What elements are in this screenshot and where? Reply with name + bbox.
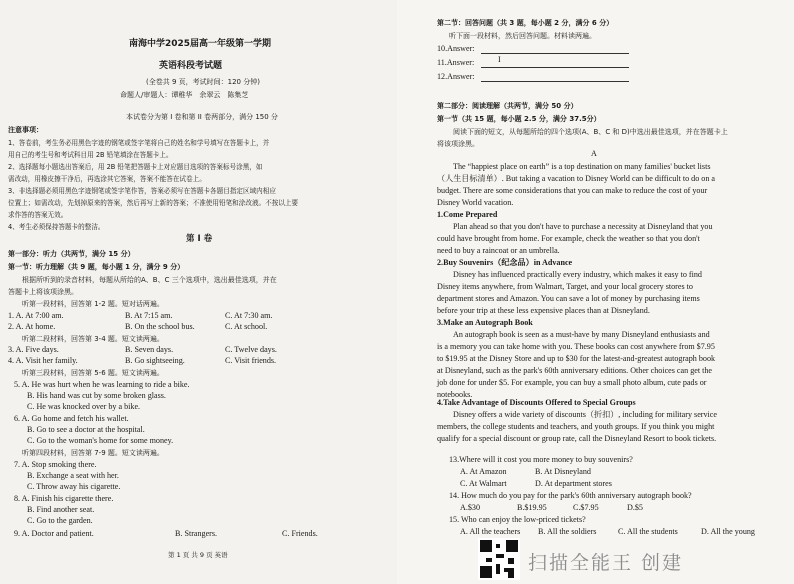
para-2-line: Disney has influenced practically every industry, which makes it easy to find	[453, 270, 702, 279]
q1-a: 1. A. At 7:00 am.	[8, 311, 64, 320]
q1-c: C. At 7:30 am.	[225, 311, 273, 320]
notes-list	[8, 137, 388, 233]
exam-info: (全卷共 9 页，考试时间：120 分钟)	[146, 78, 260, 86]
intro-line: budget. There are some considerations that you can make to reduce the cost of your	[437, 186, 708, 195]
note-line: 1、答卷前，考生务必用黑色字迹的钢笔或签字笔将自己的姓名和学号填写在答题卡上，并	[8, 139, 270, 147]
heading-1: 1.Come Prepared	[437, 210, 498, 219]
q7-a: 7. A. Stop smoking there.	[14, 460, 97, 469]
part2-title: 第二部分：阅读理解（共两节，满分 50 分）	[437, 102, 578, 110]
intro-line: The “happiest place on earth” is a top destination on many families' bucket lists	[453, 162, 711, 171]
section-1-title: 第 I 卷	[186, 234, 213, 244]
para-3-line: notebooks.	[437, 390, 473, 399]
school-title: 南海中学2025届高一年级第一学期	[129, 39, 272, 49]
q3-b: B. Seven days.	[125, 345, 174, 354]
q4-b: B. Go sightseeing.	[125, 356, 185, 365]
q15-opt-d: D. All the young	[701, 527, 755, 536]
q8-c: C. Go to the garden.	[27, 516, 93, 525]
passage-label: A	[591, 149, 597, 158]
q9-b: B. Strangers.	[175, 529, 218, 538]
qr-code-icon	[478, 538, 520, 580]
authors: 命题人/审题人：谭稚华 余翠云 陈集芝	[120, 91, 249, 99]
q7-b: B. Exchange a seat with her.	[27, 471, 119, 480]
notes-heading: 注意事项：	[8, 126, 43, 134]
note-line: 用自己的考生号和考试科目用 2B 铅笔填涂在答题卡上。	[8, 151, 173, 159]
sec2-instr: 听下面一段材料，然后回答问题。材料读两遍。	[449, 32, 596, 40]
part1-title: 第一部分：听力（共两节，满分 15 分）	[8, 250, 135, 258]
score-line: 本试卷分为第 I 卷和第 II 卷两部分，满分 150 分	[126, 113, 278, 121]
q5-a: 5. A. He was hurt when he was learning to ride a bike.	[14, 380, 190, 389]
part1-instr-2: 答题卡上将该项涂黑。	[8, 288, 78, 296]
q14-stem: 14. How much do you pay for the park's 60th anniversary autograph book?	[449, 491, 692, 500]
para-3-line: job done for under $5. For example, you can buy a small photo album, cute pads or	[437, 378, 707, 387]
q13-opt-d: D. At department stores	[535, 479, 612, 488]
note-line: 求作答的答案无效。	[8, 211, 68, 219]
para-3-line: is a memory you can take home with you. These books can cost anywhere from $7.95	[437, 342, 715, 351]
part2-instr: 阅读下面的短文，从每题所给的四个选项(A、B、C 和 D)中选出最佳选项，并在答题卡上	[453, 128, 728, 136]
part1-sec1-title: 第一节：听力理解（共 9 题，每小题 1 分，满分 9 分）	[8, 263, 185, 271]
q14-opt-c: C.$7.95	[573, 503, 599, 512]
q2-a: 2. A. At home.	[8, 322, 56, 331]
q13-stem: 13.Where will it cost you more money to buy souvenirs?	[449, 455, 633, 464]
para-2-line: department stores and Amazon. You can save a lot of money by purchasing items	[437, 294, 700, 303]
q3-c: C. Twelve days.	[225, 345, 277, 354]
q15-opt-b: B. All the soldiers	[538, 527, 597, 536]
q4-c: C. Visit friends.	[225, 356, 277, 365]
note-line: 2、选择题每小题选出答案后，用 2B 铅笔把答题卡上对应题目选项的答案标号涂黑，如	[8, 163, 263, 171]
q14-opt-b: B.$19.95	[517, 503, 547, 512]
para-1-line: Plan ahead so that you don't have to purchase a necessity at Disneyland that you	[453, 222, 713, 231]
answer-10-line	[481, 53, 629, 54]
right-page	[397, 0, 794, 584]
para-3-line: An autograph book is seen as a must-have by many Disneyland enthusiasts and	[453, 330, 710, 339]
q2-c: C. At school.	[225, 322, 268, 331]
para-2-line: Disney items anywhere, from Walmart, Target, and your local grocery stores to	[437, 282, 693, 291]
answer-11-line	[481, 67, 629, 68]
page-footer: 第 1 页 共 9 页 英语	[168, 551, 228, 559]
answer-12-label: 12.Answer:	[437, 72, 475, 81]
q15-opt-a: A. All the teachers	[460, 527, 521, 536]
q6-a: 6. A. Go home and fetch his wallet.	[14, 414, 129, 423]
heading-3: 3.Make an Autograph Book	[437, 318, 533, 327]
q15-stem: 15. Who can enjoy the low-priced tickets?	[449, 515, 586, 524]
q7-c: C. Throw away his cigarette.	[27, 482, 121, 491]
answer-12-line	[481, 81, 629, 82]
answer-11-mark: I	[498, 55, 501, 64]
scanner-watermark: 扫描全能王 创建	[528, 552, 684, 574]
q9-c: C. Friends.	[282, 529, 318, 538]
q5-c: C. He was knocked over by a bike.	[27, 402, 141, 411]
q8-a: 8. A. Finish his cigarette there.	[14, 494, 114, 503]
para-3-line: at Disneyland, such as the park's 60th anniversary editions. Other choices can get the	[437, 366, 712, 375]
q9-a: 9. A. Doctor and patient.	[14, 529, 94, 538]
q13-opt-c: C. At Walmart	[460, 479, 507, 488]
answer-10-label: 10.Answer:	[437, 44, 475, 53]
para-1-line: could have brought from home. For example, check the weather so that you don't	[437, 234, 700, 243]
note-line: 3、非选择题必须用黑色字迹钢笔或签字笔作答，答案必须写在答题卡各题目指定区域内相应	[8, 187, 276, 195]
listening-text-1: 听第一段材料，回答第 1-2 题。短对话两遍。	[22, 300, 164, 308]
heading-2: 2.Buy Souvenirs（纪念品）in Advance	[437, 258, 573, 267]
q2-b: B. On the school bus.	[125, 322, 195, 331]
listening-text-4: 听第四段材料，回答第 7-9 题。短文读两遍。	[22, 449, 164, 457]
sec2-title: 第二节：回答问题（共 3 题，每小题 2 分，满分 6 分）	[437, 19, 614, 27]
part2-instr-2: 将该项涂黑。	[437, 140, 479, 148]
intro-line: Disney World vacation.	[437, 198, 514, 207]
q13-opt-b: B. At Disneyland	[535, 467, 591, 476]
para-3-line: to $19.95 at the Disney Store and up to $30 for the latest-and-greatest autograph book	[437, 354, 716, 363]
q8-b: B. Find another seat.	[27, 505, 95, 514]
part1-instr: 根据所听到的录音材料，每题从所给的A、B、C 三个选项中，选出最佳选项，并在	[22, 276, 277, 284]
q1-b: B. At 7:15 am.	[125, 311, 173, 320]
subject-title: 英语科段考试题	[159, 61, 223, 71]
heading-4: 4.Take Advantage of Discounts Offered to Special Groups	[437, 398, 636, 407]
answer-11-label: 11.Answer:	[437, 58, 475, 67]
note-line: 4、考生必须保持答题卡的整洁。	[8, 223, 105, 231]
q4-a: 4. A. Visit her family.	[8, 356, 78, 365]
q14-opt-d: D.$5	[627, 503, 643, 512]
q6-c: C. Go to the woman's home for some money.	[27, 436, 174, 445]
para-4-line: Disney offers a wide variety of discounts（折扣）, including for military service	[453, 410, 717, 419]
q3-a: 3. A. Five days.	[8, 345, 59, 354]
para-1-line: need to buy a raincoat or an umbrella.	[437, 246, 560, 255]
para-4-line: qualify for a special discount or group rate, call the Disneyland Resort to book tickets.	[437, 434, 717, 443]
q6-b: B. Go to see a doctor at the hospital.	[27, 425, 145, 434]
listening-text-2: 听第二段材料，回答第 3-4 题。短文读两遍。	[22, 335, 164, 343]
part2-sec1-title: 第一节（共 15 题，每小题 2.5 分，满分 37.5分）	[437, 115, 601, 123]
q5-b: B. His hand was cut by some broken glass.	[27, 391, 166, 400]
note-line: 需改动，用橡皮擦干净后，再选涂其它答案，答案不能答在试卷上。	[8, 175, 206, 183]
q14-opt-a: A.$30	[460, 503, 481, 512]
listening-text-3: 听第三段材料，回答第 5-6 题。短文读两遍。	[22, 369, 164, 377]
para-4-line: members, the college students and teachers, and youth groups. If you think you might	[437, 422, 715, 431]
para-2-line: before your trip at these less expensive places than at Disneyland.	[437, 306, 650, 315]
q15-opt-c: C. All the students	[618, 527, 678, 536]
note-line: 位置上；如需改动，先划掉原来的答案，然后再写上新的答案；不准使用铅笔和涂改液。不按以上要	[8, 199, 299, 207]
q13-opt-a: A. At Amazon	[460, 467, 507, 476]
intro-line: （人生目标清单）. But taking a vacation to Disney World can be difficult to do on a	[437, 174, 716, 183]
